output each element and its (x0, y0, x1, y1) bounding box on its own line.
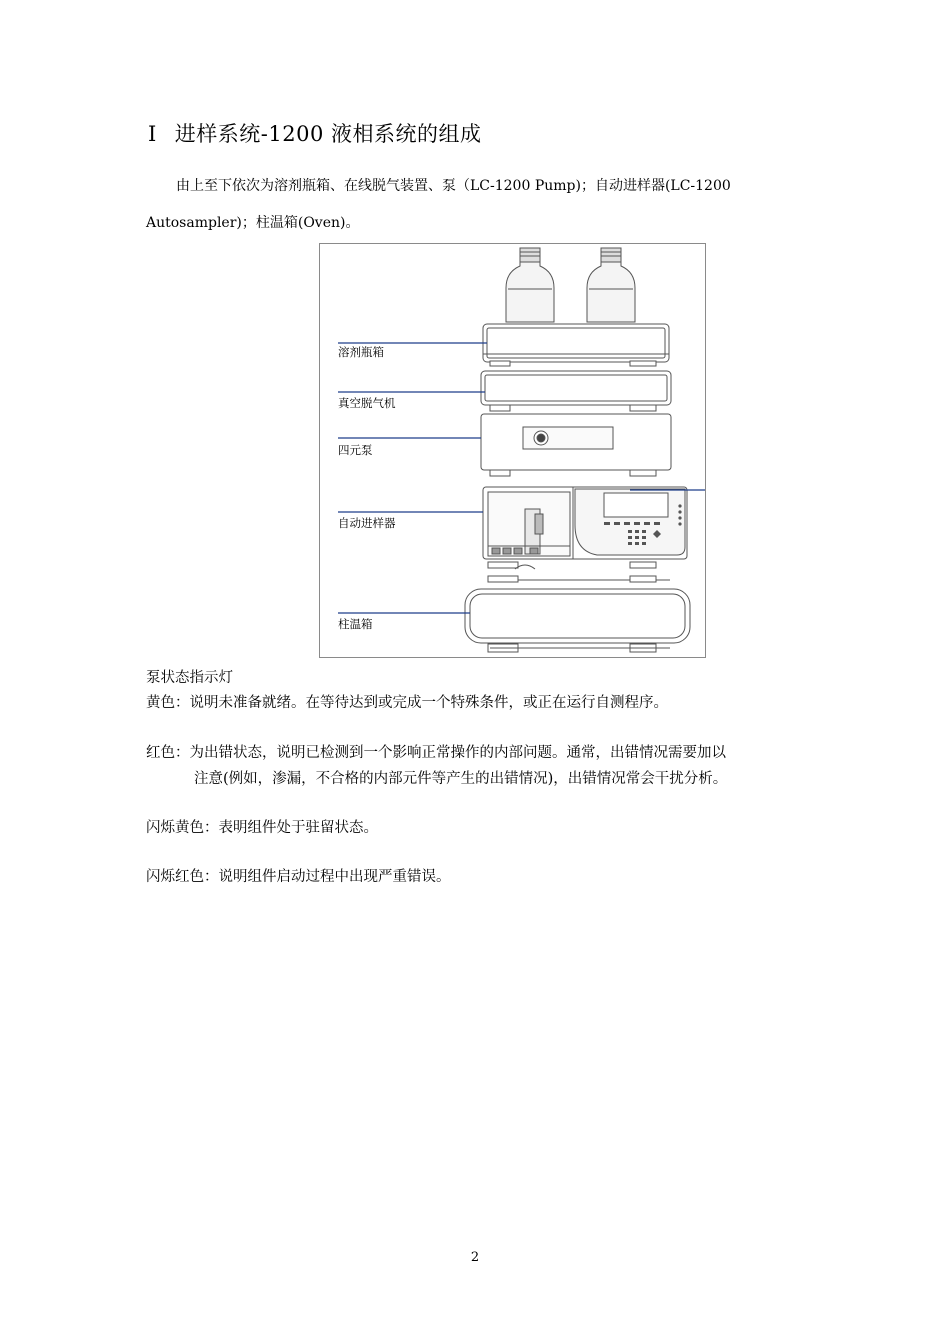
label-vacuum-degasser: 真空脱气机 (338, 396, 396, 410)
solvent-bottle-right (587, 248, 635, 322)
lc-1200-stack-figure (319, 243, 706, 658)
section-heading (148, 118, 482, 148)
label-autosampler: 自动进样器 (338, 516, 396, 530)
column-oven-module (465, 576, 690, 652)
section-number: Ⅰ (148, 122, 157, 146)
autosampler-module (483, 487, 687, 569)
page-number: 2 (470, 1250, 480, 1265)
status-title: 泵状态指示灯 (146, 670, 233, 686)
intro-line-2: Autosampler)；柱温箱(Oven)。 (146, 215, 360, 231)
label-quaternary-pump: 四元泵 (338, 443, 373, 457)
quaternary-pump-module (481, 414, 671, 476)
solvent-cabinet-module (483, 324, 669, 366)
label-solvent-cabinet: 溶剂瓶箱 (338, 345, 384, 359)
status-red-line-1: 红色：为出错状态，说明已检测到一个影响正常操作的内部问题。通常，出错情况需要加以 (146, 745, 726, 761)
intro-line-1: 由上至下依次为溶剂瓶箱、在线脱气装置、泵（LC-1200 Pump)；自动进样器(LC-1200 (176, 178, 731, 194)
vacuum-degasser-module (481, 371, 671, 411)
section-title: 进样系统-1200 液相系统的组成 (174, 122, 482, 146)
label-column-oven: 柱温箱 (338, 617, 373, 631)
status-yellow: 黄色：说明未准备就绪。在等待达到或完成一个特殊条件，或正在运行自测程序。 (146, 695, 668, 711)
solvent-bottle-left (506, 248, 554, 322)
status-blinking-red: 闪烁红色：说明组件启动过程中出现严重错误。 (146, 869, 451, 885)
status-red-line-2: 注意(例如，渗漏，不合格的内部元件等产生的出错情况)，出错情况常会干扰分析。 (194, 771, 728, 787)
status-blinking-yellow: 闪烁黄色：表明组件处于驻留状态。 (146, 820, 378, 836)
